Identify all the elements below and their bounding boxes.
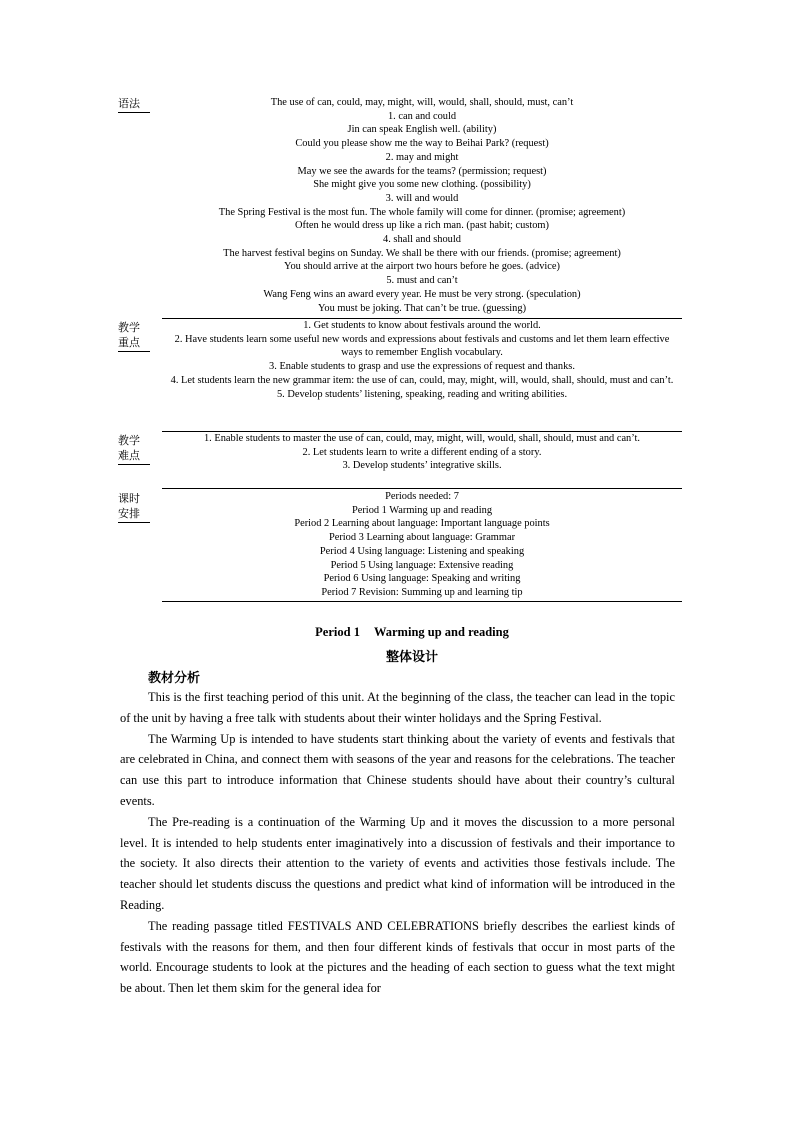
grammar-label: 语法 xyxy=(118,97,140,110)
key-point-item: 1. Get students to know about festivals around the world. xyxy=(303,320,541,331)
grammar-line: May we see the awards for the teams? (permission; request) xyxy=(297,165,547,177)
difficulties-label-underline xyxy=(118,464,150,465)
grammar-label-underline xyxy=(118,112,150,113)
design-title: 整体设计 xyxy=(385,650,438,665)
grammar-line: You should arrive at the airport two hours before he goes. (advice) xyxy=(284,261,560,273)
grammar-line: The use of can, could, may, might, will, would, shall, should, must, can’t xyxy=(270,97,574,108)
key-point-item: 4. Let students learn the new grammar item: the use of can, could, may, might, will, would, shall, should, must and can’t. xyxy=(170,374,674,386)
material-analysis-title: 教材分析 xyxy=(148,671,201,686)
schedule-label-line1: 课时 xyxy=(118,492,140,505)
key-points-label xyxy=(118,320,150,350)
period-title: Warming up and reading xyxy=(373,625,509,639)
schedule-item: Period 3 Learning about language: Grammar xyxy=(328,532,516,544)
schedule-label-underline xyxy=(118,522,150,523)
grammar-line: 2. may and might xyxy=(385,151,459,163)
paragraph: This is the first teaching period of this unit. At the beginning of the class, the teacher can lead in the topic of the unit by having a free talk with students about their winter holidays and the Spring Festival. xyxy=(120,690,675,725)
difficulties-label xyxy=(118,433,150,463)
schedule-item: Period 5 Using language: Extensive reading xyxy=(330,559,514,571)
key-point-item: 2. Have students learn some useful new words and expressions about festivals and customs and let them learn effective ways to remember English vocabulary. xyxy=(174,333,670,359)
schedule-label-line2: 安排 xyxy=(118,507,140,520)
key-points-label-line2: 重点 xyxy=(118,336,140,349)
grammar-line: 1. can and could xyxy=(387,110,457,122)
difficulties-label-line1: 教学 xyxy=(118,434,140,447)
key-points-label-underline xyxy=(118,351,150,352)
grammar-line: You must be joking. That can’t be true. (guessing) xyxy=(317,302,527,314)
key-point-item: 5. Develop students’ listening, speaking, reading and writing abilities. xyxy=(276,388,568,400)
grammar-line: 3. will and would xyxy=(385,192,459,204)
schedule-item: Period 2 Learning about language: Important language points xyxy=(294,518,550,530)
grammar-line: The harvest festival begins on Sunday. We shall be there with our friends. (promise; agreement) xyxy=(223,247,621,259)
section-divider xyxy=(162,601,682,602)
grammar-line: 4. shall and should xyxy=(383,234,461,246)
grammar-section xyxy=(162,96,682,315)
schedule-section xyxy=(162,490,682,600)
difficulty-item: 1. Enable students to master the use of can, could, may, might, will, would, shall, should, must and can’t. xyxy=(203,433,641,444)
grammar-line: Jin can speak English well. (ability) xyxy=(347,124,497,136)
key-points-section xyxy=(162,319,682,401)
difficulty-item: 3. Develop students’ integrative skills. xyxy=(342,460,502,472)
grammar-line: The Spring Festival is the most fun. The whole family will come for dinner. (promise; agreement) xyxy=(218,206,626,218)
schedule-item: Period 7 Revision: Summing up and learning tip xyxy=(321,586,523,598)
section-divider xyxy=(162,488,682,489)
period-number: Period 1 xyxy=(315,625,360,639)
schedule-item: Period 1 Warming up and reading xyxy=(351,504,493,516)
schedule-item: Period 6 Using language: Speaking and writing xyxy=(323,573,521,585)
schedule-label xyxy=(118,491,150,521)
grammar-line: Often he would dress up like a rich man. (past habit; custom) xyxy=(295,220,549,232)
grammar-line: She might give you some new clothing. (possibility) xyxy=(313,179,531,191)
schedule-item: Periods needed: 7 xyxy=(385,491,459,502)
grammar-line: 5. must and can’t xyxy=(386,275,458,287)
paragraph: The Pre-reading is a continuation of the Warming Up and it moves the discussion to a more personal level. It is intended to help students enter imaginatively into a discussion of festivals and their importance to the society. It also directs their attention to the variety of events and activities those festivals include. The teacher should let students discuss the questions and predict what kind of information will be introduced in the Reading. xyxy=(120,814,675,912)
body-text xyxy=(120,687,675,999)
key-point-item: 3. Enable students to grasp and use the expressions of request and thanks. xyxy=(269,361,575,373)
schedule-item: Period 4 Using language: Listening and speaking xyxy=(319,545,525,557)
grammar-line: Could you please show me the way to Beihai Park? (request) xyxy=(295,138,549,150)
difficulties-section xyxy=(162,432,682,473)
grammar-line: Wang Feng wins an award every year. He must be very strong. (speculation) xyxy=(263,288,581,300)
key-points-label-line1: 教学 xyxy=(118,321,140,334)
period-heading xyxy=(162,625,662,640)
paragraph: The reading passage titled FESTIVALS AND CELEBRATIONS briefly describes the earliest kinds of festivals with the reasons for them, and then four different kinds of festivals that occur in most parts of the world. Encourage students to look at the pictures and the heading of each section to guess what the text might be about. Then let them skim for the general idea for xyxy=(120,918,675,996)
paragraph: The Warming Up is intended to have students start thinking about the variety of events and festivals that are celebrated in China, and connect them with seasons of the year and reasons for the celebrations. The teacher can use this part to introduce information that Chinese students should have about their country’s cultural events. xyxy=(120,731,675,808)
difficulty-item: 2. Let students learn to write a different ending of a story. xyxy=(302,446,542,458)
difficulties-label-line2: 难点 xyxy=(118,449,140,462)
